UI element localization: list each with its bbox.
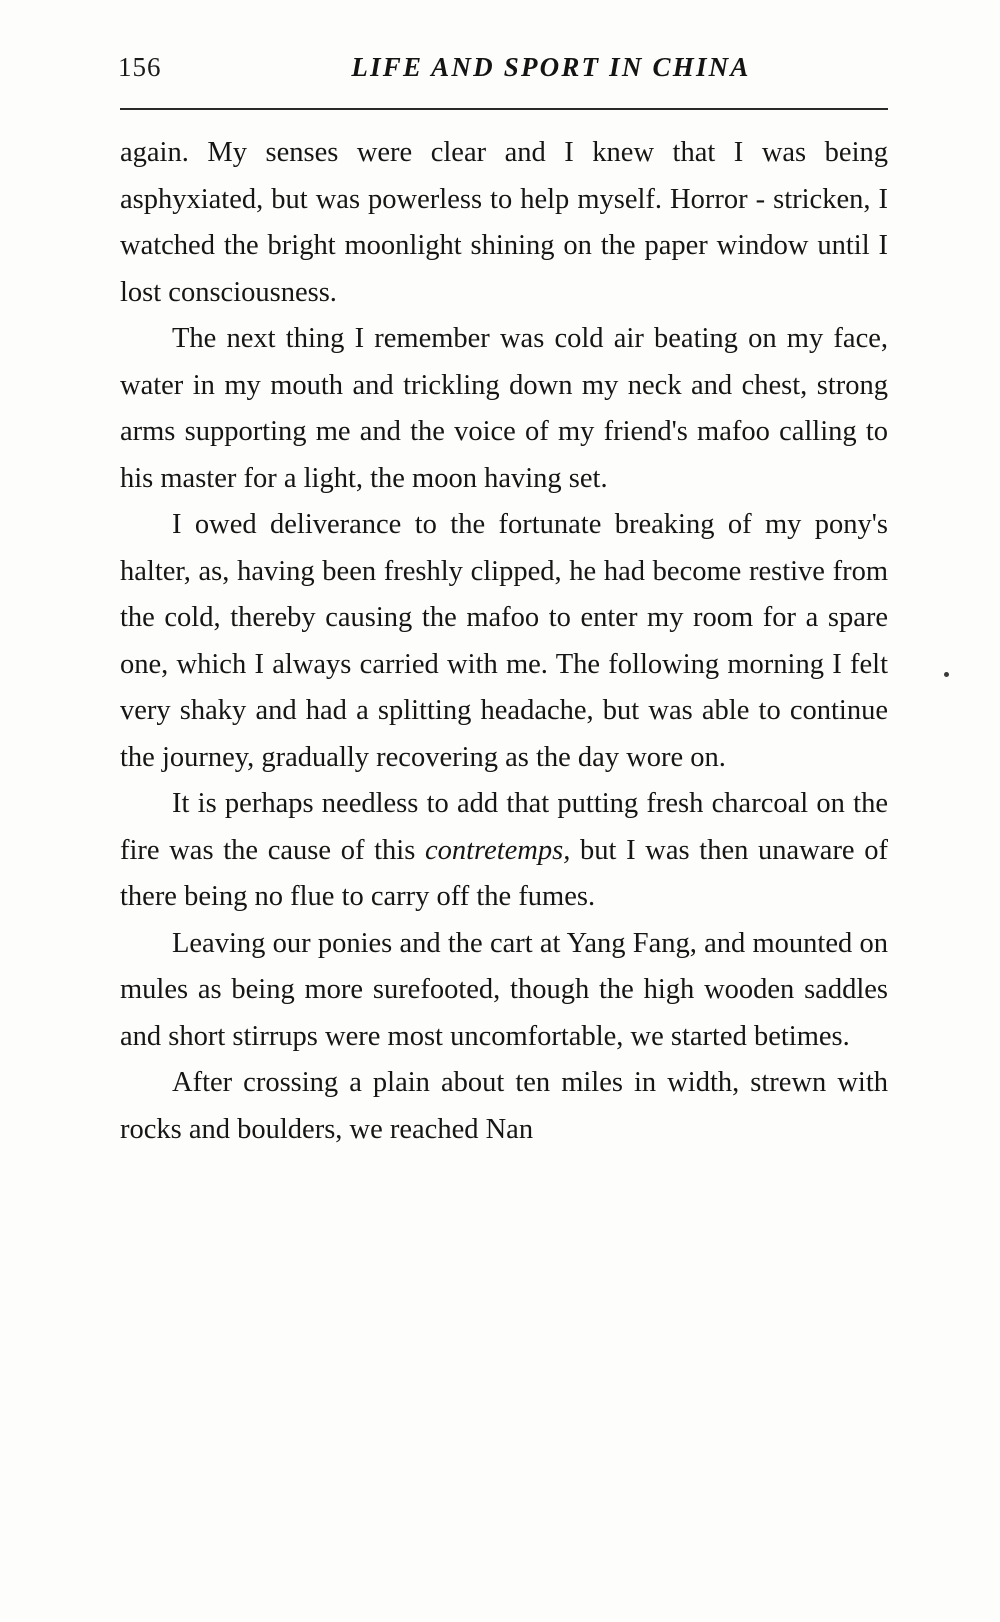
margin-speck — [944, 672, 949, 677]
paragraph-5: Leaving our ponies and the cart at Yang Fang, and mounted on mules as being more surefooted, though the high wooden saddles and short stirrups were most uncomfortable, we started betimes. — [120, 927, 888, 1052]
paragraph-6: After crossing a plain about ten miles in width, strewn with rocks and boulders, we reached Nan — [120, 1067, 888, 1145]
paragraph-1: again. My senses were clear and I knew that I was being asphyxiated, but was powerless to help myself. Horror - stricken, I watched the bright moonlight shining on the paper window until I lost consciousness. — [120, 137, 888, 308]
header-rule — [120, 108, 888, 110]
paragraph-4 — [120, 781, 888, 921]
paragraph-2: The next thing I remember was cold air beating on my face, water in my mouth and trickling down my neck and chest, strong arms supporting me and the voice of my friend's mafoo calling to his master for a light, the moon having set. — [120, 323, 888, 494]
page-header — [118, 52, 888, 98]
paragraph-4-text-after: but I was then unaware of there being no flue to carry off the fumes. — [120, 834, 888, 912]
page-number: 156 — [118, 52, 162, 82]
running-title: LIFE AND SPORT IN CHINA — [351, 52, 751, 82]
paragraph-4-italic-term: contretemps, — [424, 834, 571, 866]
body-text — [120, 130, 888, 1153]
paragraph-3: I owed deliverance to the fortunate breaking of my pony's halter, as, having been freshly clipped, he had become restive from the cold, thereby causing the mafoo to enter my room for a spare one, which I always carried with me. The following morning I felt very shaky and had a splitting headache, but was able to continue the journey, gradually recovering as the day wore on. — [120, 509, 888, 773]
paragraph-4-text-before: It is perhaps needless to add that putting fresh charcoal on the fire was the cause of this — [120, 788, 888, 866]
